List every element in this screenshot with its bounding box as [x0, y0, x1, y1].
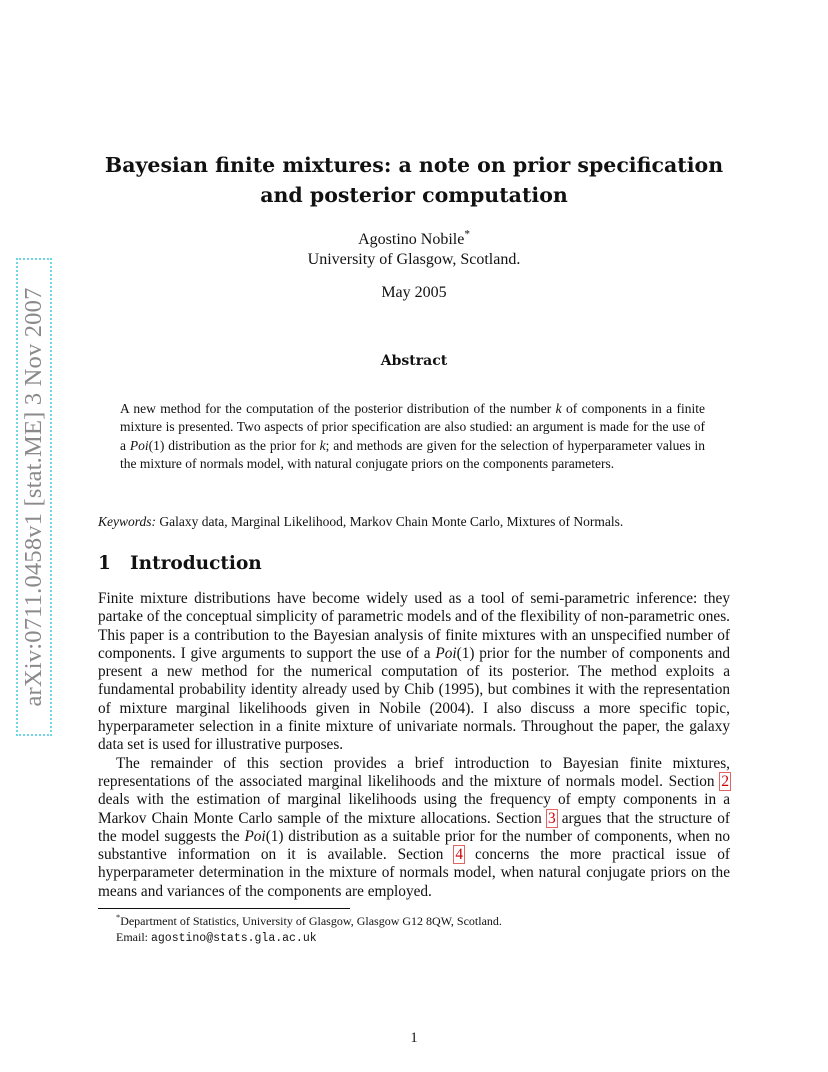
footnote-email[interactable]: agostino@stats.gla.ac.uk — [151, 932, 317, 945]
paragraph-text: deals with the estimation of marginal likelihoods using the frequency of empty components in a Markov Chain Monte Carlo sample of the mixture allocations. Section — [98, 791, 730, 827]
footnote-line-1 — [116, 913, 736, 929]
math-poi-arg: (1) — [456, 644, 475, 662]
title-line-2: and posterior computation — [260, 183, 568, 207]
abstract-math-poi: Poi — [129, 437, 149, 453]
section-3-link[interactable]: 3 — [547, 809, 556, 827]
keywords-label: Keywords: — [98, 514, 156, 529]
paper-title — [60, 150, 768, 210]
paragraph-text: distribution as a suitable prior for the number of components, when no substantive information on it is available. Section — [98, 827, 730, 864]
paragraph-text: argues that the structure of the model suggests the — [98, 809, 730, 845]
footnote-line-2 — [116, 929, 736, 947]
paragraph-text: The remainder of this section provides a brief introduction to Bayesian finite mixtures, representations of the associated marginal likelihoods and the mixture of normals model. Section — [98, 754, 730, 790]
author — [60, 230, 768, 250]
section-4-link[interactable]: 4 — [455, 846, 464, 864]
author-name: Agostino Nobile — [358, 231, 465, 248]
page-number: 1 — [410, 1030, 418, 1046]
abstract-text: distribution as the prior for — [164, 437, 320, 453]
section-heading — [98, 553, 262, 574]
paragraph-text: prior for the number of components and present a new method for the numerical computation of its posterior. The method exploits a fundamental probability identity already used by Chib (1995), but combines it with the representation of mixture marginal likelihoods given in Nobile (2004). I also discuss a more specific topic, hyperparameter selection in a finite mixture of univariate normals. Throughout the paper, the galaxy data set is used for illustrative purposes. — [98, 644, 730, 754]
paragraph-text: concerns the more practical issue of hyperparameter determination in the mixture of normals model, when natural conjugate priors on the means and variances of the components are employed. — [98, 846, 730, 900]
math-poi-arg: (1) — [265, 827, 284, 845]
author-footnote-marker: * — [464, 228, 470, 241]
paragraph-2 — [98, 755, 730, 901]
affiliation: University of Glasgow, Scotland. — [307, 251, 521, 268]
abstract-body — [120, 400, 705, 474]
footnote-rule — [98, 908, 350, 909]
abstract-heading: Abstract — [380, 353, 448, 369]
section-title: Introduction — [130, 553, 262, 574]
abstract-text: of components in a finite mixture is presented. Two aspects of prior specification are also studied: an argument is made for the use of a — [120, 401, 705, 453]
footnote-marker: * — [116, 913, 121, 922]
abstract-text: ; and methods are given for the selection of hyperparameter values in the mixture of normals model, with natural conjugate priors on the components parameters. — [120, 437, 705, 472]
arxiv-stamp — [16, 258, 52, 736]
footnote — [116, 913, 736, 947]
paragraph-text: Finite mixture distributions have become widely used as a tool of semi-parametric inference: they partake of the conceptual simplicity of parametric models and of the flexibility of non-parametric ones. This paper is a contribution to the Bayesian analysis of finite mixtures with an unspecified number of components. I give arguments to support the use of a — [98, 590, 730, 662]
paragraph-1 — [98, 590, 730, 755]
section-2-link[interactable]: 2 — [721, 772, 729, 790]
abstract-text: A new method for the computation of the posterior distribution of the number — [120, 401, 556, 416]
footnote-text: Department of Statistics, University of Glasgow, Glasgow G12 8QW, Scotland. — [120, 914, 502, 928]
body-text — [98, 590, 730, 901]
math-poi: Poi — [244, 827, 266, 845]
math-poi: Poi — [435, 644, 457, 662]
title-line-1: Bayesian finite mixtures: a note on prior specification — [104, 153, 724, 177]
abstract-math-poi-arg: (1) — [148, 437, 165, 453]
date: May 2005 — [381, 284, 447, 301]
abstract-math-k: k — [555, 401, 562, 416]
arxiv-stamp-text: arXiv:0711.0458v1 [stat.ME] 3 Nov 2007 — [20, 287, 47, 707]
footnote-email-label: Email: — [116, 930, 151, 944]
section-number: 1 — [98, 553, 111, 574]
keywords — [98, 513, 730, 531]
abstract-math-k: k — [319, 437, 326, 453]
keywords-text: Galaxy data, Marginal Likelihood, Markov Chain Monte Carlo, Mixtures of Normals. — [156, 514, 624, 529]
